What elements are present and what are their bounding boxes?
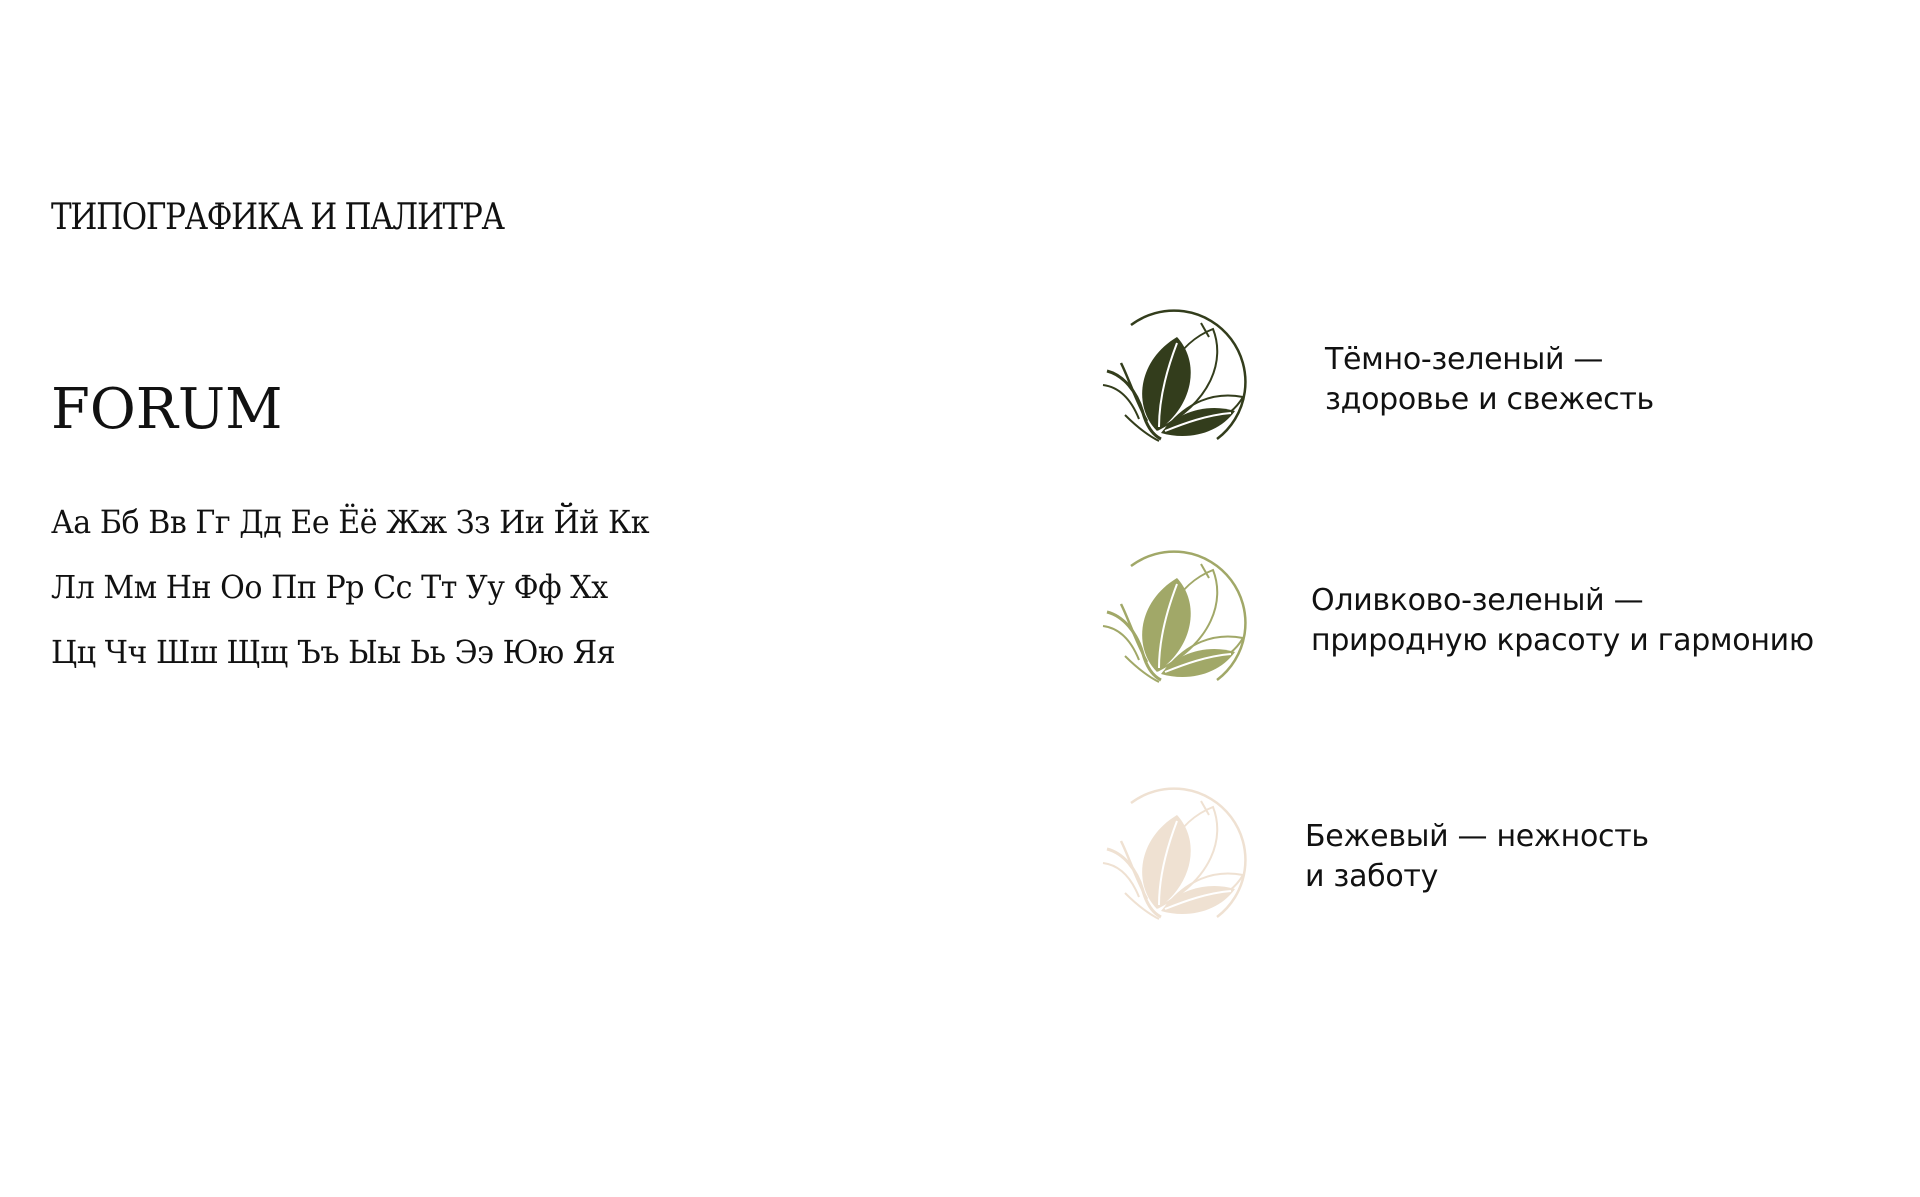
alphabet-line: Аа Бб Вв Гг Дд Ее Ёё Жж Зз Ии Йй Кк xyxy=(51,503,650,541)
palette-description-line: природную красоту и гармонию xyxy=(1311,623,1814,658)
palette-swatch-olive-green xyxy=(1097,544,1247,694)
section-title: ТИПОГРАФИКА И ПАЛИТРА xyxy=(51,197,504,238)
palette-description xyxy=(1325,340,1654,420)
butterfly-leaf-icon xyxy=(1097,303,1247,453)
palette-description-line: Бежевый — нежность xyxy=(1305,819,1649,854)
font-name: FORUM xyxy=(51,377,283,442)
butterfly-leaf-icon xyxy=(1097,544,1247,694)
alphabet-sample xyxy=(51,490,687,685)
palette-description xyxy=(1305,817,1649,897)
palette-description-line: и заботу xyxy=(1305,859,1439,894)
alphabet-line: Цц Чч Шш Щщ Ъъ Ыы Ьь Ээ Юю Яя xyxy=(51,633,616,671)
butterfly-leaf-icon xyxy=(1097,781,1247,931)
palette-description xyxy=(1311,581,1814,661)
palette-description-line: здоровье и свежесть xyxy=(1325,382,1654,417)
alphabet-line: Лл Мм Нн Оо Пп Рр Сс Тт Уу Фф Хх xyxy=(51,568,608,606)
palette-swatch-beige xyxy=(1097,781,1247,931)
palette-swatch-dark-green xyxy=(1097,303,1247,453)
palette-description-line: Оливково-зеленый — xyxy=(1311,583,1644,618)
palette-description-line: Тёмно-зеленый — xyxy=(1325,342,1604,377)
